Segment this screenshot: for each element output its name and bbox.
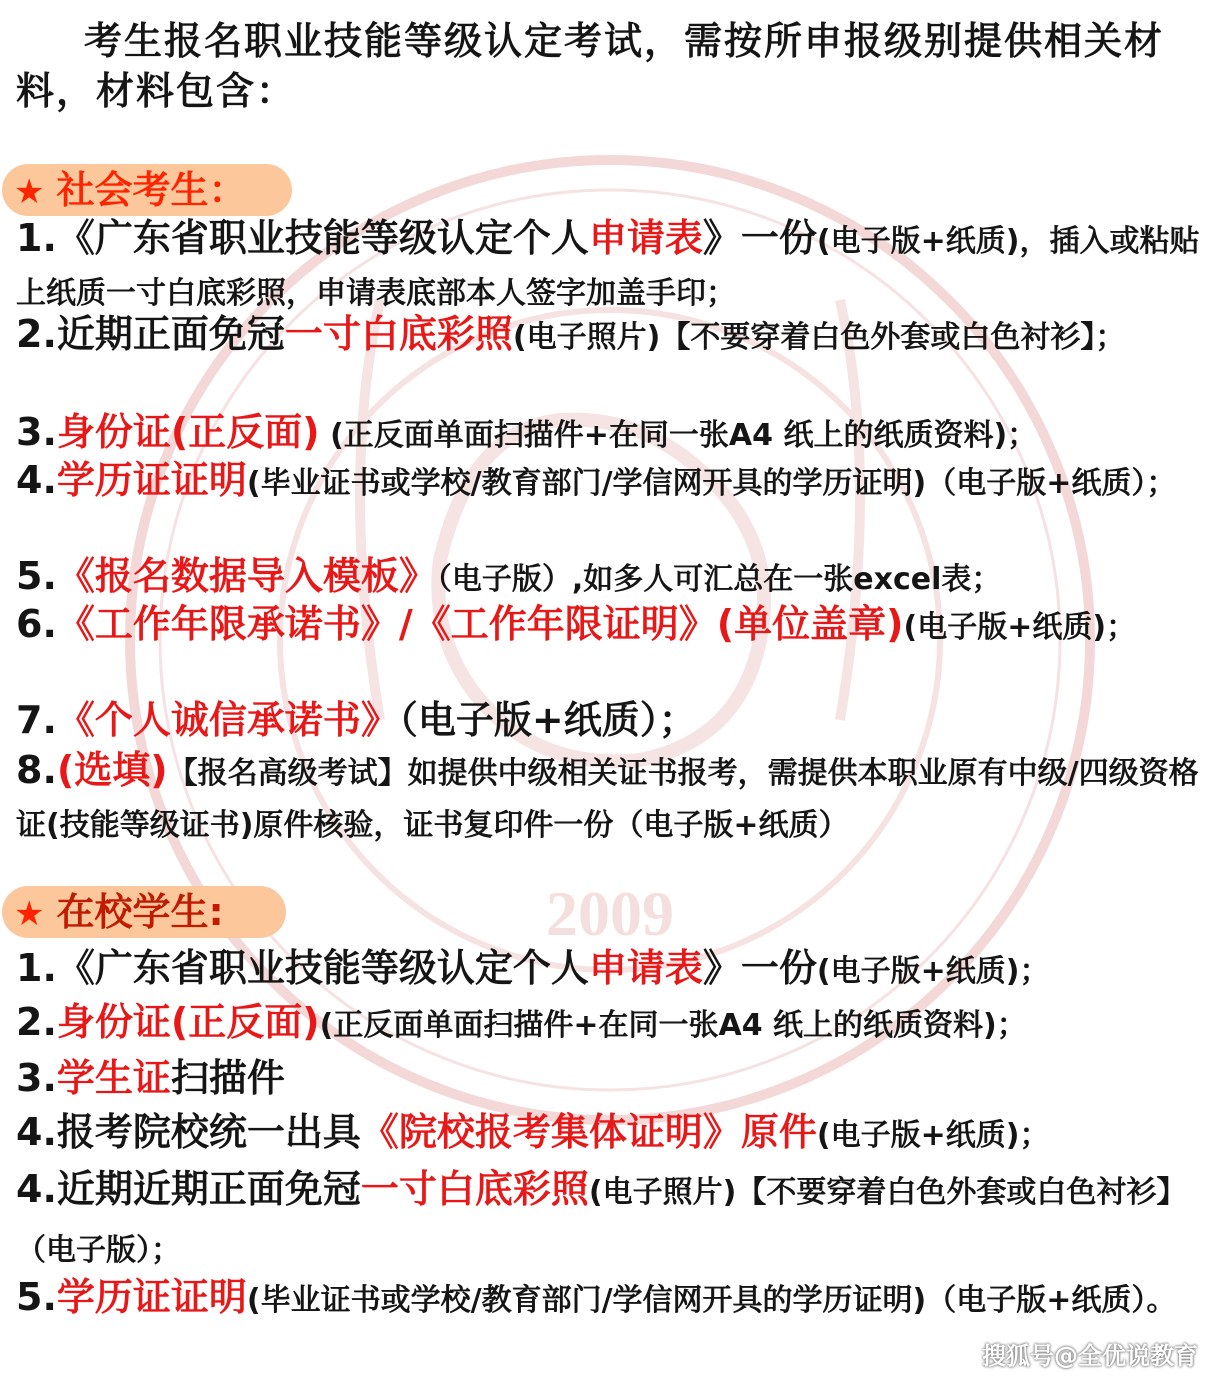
list-item: 4.近期近期正面免冠一寸白底彩照(电子照片)【不要穿着白色外套或白色衬衫】（电子版）；	[16, 1167, 1187, 1268]
list-item: 2.身份证(正反面)(正反面单面扫描件+在同一张A4 纸上的纸质资料)；	[16, 1000, 1027, 1044]
list-item: 3.学生证扫描件	[16, 1056, 285, 1100]
list-item: 8.(选填)【报名高级考试】如提供中级相关证书报考，需提供本职业原有中级/四级资格证(技能等级证书)原件核验，证书复印件一份（电子版+纸质）	[16, 748, 1199, 843]
list-item: 1.《广东省职业技能等级认定个人申请表》一份(电子版+纸质)，插入或粘贴上纸质一寸白底彩照，申请表底部本人签字加盖手印；	[16, 216, 1200, 311]
list-item: 5.学历证证明(毕业证书或学校/教育部门/学信网开具的学历证明)（电子版+纸质）。	[16, 1275, 1177, 1319]
section-label: 在校学生:	[56, 890, 224, 934]
list-item: 1.《广东省职业技能等级认定个人申请表》一份(电子版+纸质)；	[16, 946, 1050, 990]
intro-text: 考生报名职业技能等级认定考试，需按所申报级别提供相关材料，材料包含：	[16, 19, 1165, 113]
source-credit: 搜狐号@全优说教育	[982, 1342, 1198, 1370]
section-tag-student	[2, 886, 286, 938]
list-item: 6.《工作年限承诺书》/《工作年限证明》(单位盖章)(电子版+纸质)；	[16, 602, 1137, 646]
star-icon: ★	[14, 172, 45, 212]
section-label: 社会考生：	[56, 168, 247, 212]
svg-text:2009: 2009	[546, 878, 674, 949]
list-item: 3.身份证(正反面) (正反面单面扫描件+在同一张A4 纸上的纸质资料)；	[16, 410, 1038, 454]
star-icon: ★	[14, 894, 45, 934]
section-tag-social	[2, 164, 292, 216]
list-item: 7.《个人诚信承诺书》（电子版+纸质）；	[16, 698, 697, 742]
list-item: 4.学历证证明(毕业证书或学校/教育部门/学信网开具的学历证明)（电子版+纸质）；	[16, 458, 1177, 502]
list-item: 5.《报名数据导入模板》（电子版）,如多人可汇总在一张excel表；	[16, 554, 1002, 598]
list-item: 2.近期正面免冠一寸白底彩照(电子照片)【不要穿着白色外套或白色衬衫】；	[16, 312, 1126, 356]
list-item: 4.报考院校统一出具《院校报考集体证明》原件(电子版+纸质)；	[16, 1110, 1050, 1154]
